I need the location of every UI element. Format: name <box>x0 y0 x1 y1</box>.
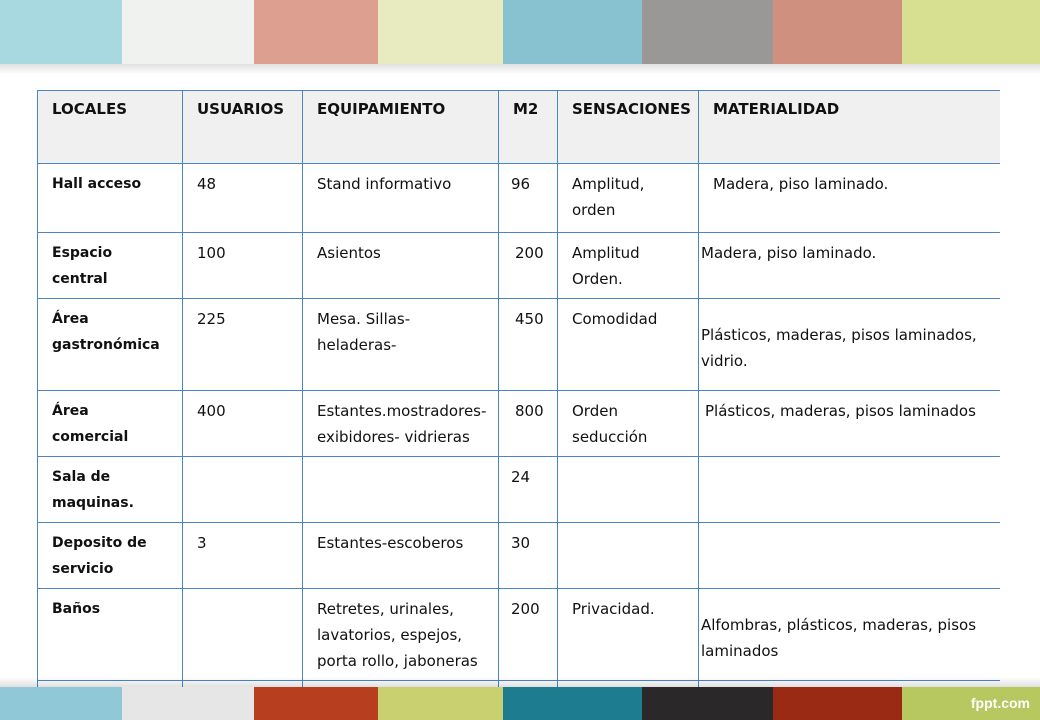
cell-usuarios: 3 <box>183 523 303 589</box>
table-row <box>38 233 1001 299</box>
requirements-table-container <box>37 90 1000 687</box>
header-usuarios: USUARIOS <box>183 91 303 164</box>
table-row <box>38 457 1001 523</box>
cell-equipamiento: Estantes.mostradores- exibidores- vidrieras <box>303 391 499 457</box>
strip-segment <box>773 0 902 64</box>
table-row <box>38 523 1001 589</box>
strip-segment <box>503 687 642 720</box>
cell-locales: Espacio central <box>38 233 183 299</box>
cell-equipamiento: Estantes-escoberos <box>303 523 499 589</box>
cell-usuarios <box>183 457 303 523</box>
strip-segment <box>0 0 122 64</box>
brand-logo-text: fppt.com <box>970 695 1030 711</box>
cell-equipamiento <box>303 457 499 523</box>
cell-usuarios: 225 <box>183 299 303 391</box>
cell-sensaciones <box>558 457 699 523</box>
cell-usuarios: 400 <box>183 391 303 457</box>
header-materialidad: MATERIALIDAD <box>699 91 1001 164</box>
cell-sensaciones: Orden seducción <box>558 391 699 457</box>
cell-m2: 200 <box>499 589 558 681</box>
cell-usuarios <box>183 589 303 681</box>
cell-sensaciones: Comodidad <box>558 299 699 391</box>
cell-m2: 96 <box>499 164 558 233</box>
cell-equipamiento: Retretes, urinales, lavatorios, espejos, porta rollo, jaboneras <box>303 589 499 681</box>
cell-m2: 30 <box>499 523 558 589</box>
cell-locales: Baños <box>38 589 183 681</box>
cell-materialidad: Plásticos, maderas, pisos laminados <box>699 391 1001 457</box>
cell-materialidad: Madera, piso laminado. <box>699 233 1001 299</box>
header-locales: LOCALES <box>38 91 183 164</box>
table-row <box>38 299 1001 391</box>
strip-segment <box>0 687 122 720</box>
cell-materialidad: Madera, piso laminado. <box>699 164 1001 233</box>
bottom-strip-shadow <box>0 677 1040 687</box>
cell-materialidad: Plásticos, maderas, pisos laminados, vidrio. <box>699 299 1001 391</box>
table-row <box>38 391 1001 457</box>
cell-locales: Hall acceso <box>38 164 183 233</box>
cell-m2: 200 <box>499 233 558 299</box>
strip-segment <box>122 0 254 64</box>
cell-sensaciones: Amplitud Orden. <box>558 233 699 299</box>
cell-materialidad <box>699 457 1001 523</box>
strip-segment <box>378 687 503 720</box>
cell-usuarios: 48 <box>183 164 303 233</box>
cell-locales: Área comercial <box>38 391 183 457</box>
strip-segment <box>642 0 773 64</box>
table-header-row <box>38 91 1001 164</box>
strip-segment <box>902 0 1040 64</box>
strip-segment <box>254 687 378 720</box>
cell-m2: 800 <box>499 391 558 457</box>
cell-m2: 450 <box>499 299 558 391</box>
cell-sensaciones: Amplitud, orden <box>558 164 699 233</box>
bottom-color-strip <box>0 687 1040 720</box>
cell-sensaciones <box>558 523 699 589</box>
cell-m2: 24 <box>499 457 558 523</box>
cell-equipamiento: Asientos <box>303 233 499 299</box>
table-row <box>38 589 1001 681</box>
strip-segment <box>122 687 254 720</box>
table-row <box>38 164 1001 233</box>
cell-materialidad: Alfombras, plásticos, maderas, pisos laminados <box>699 589 1001 681</box>
cell-sensaciones: Privacidad. <box>558 589 699 681</box>
header-m2: M2 <box>499 91 558 164</box>
cell-materialidad <box>699 523 1001 589</box>
cell-locales: Sala de maquinas. <box>38 457 183 523</box>
top-strip-shadow <box>0 64 1040 74</box>
cell-locales: Deposito de servicio <box>38 523 183 589</box>
strip-segment <box>378 0 503 64</box>
header-equipamiento: EQUIPAMIENTO <box>303 91 499 164</box>
cell-equipamiento: Mesa. Sillas- heladeras- <box>303 299 499 391</box>
cell-locales: Área gastronómica <box>38 299 183 391</box>
strip-segment <box>642 687 773 720</box>
cell-usuarios: 100 <box>183 233 303 299</box>
strip-segment <box>254 0 378 64</box>
requirements-table <box>37 90 1000 687</box>
top-color-strip <box>0 0 1040 64</box>
strip-segment <box>773 687 902 720</box>
header-sensaciones: SENSACIONES <box>558 91 699 164</box>
cell-equipamiento: Stand informativo <box>303 164 499 233</box>
strip-segment <box>503 0 642 64</box>
